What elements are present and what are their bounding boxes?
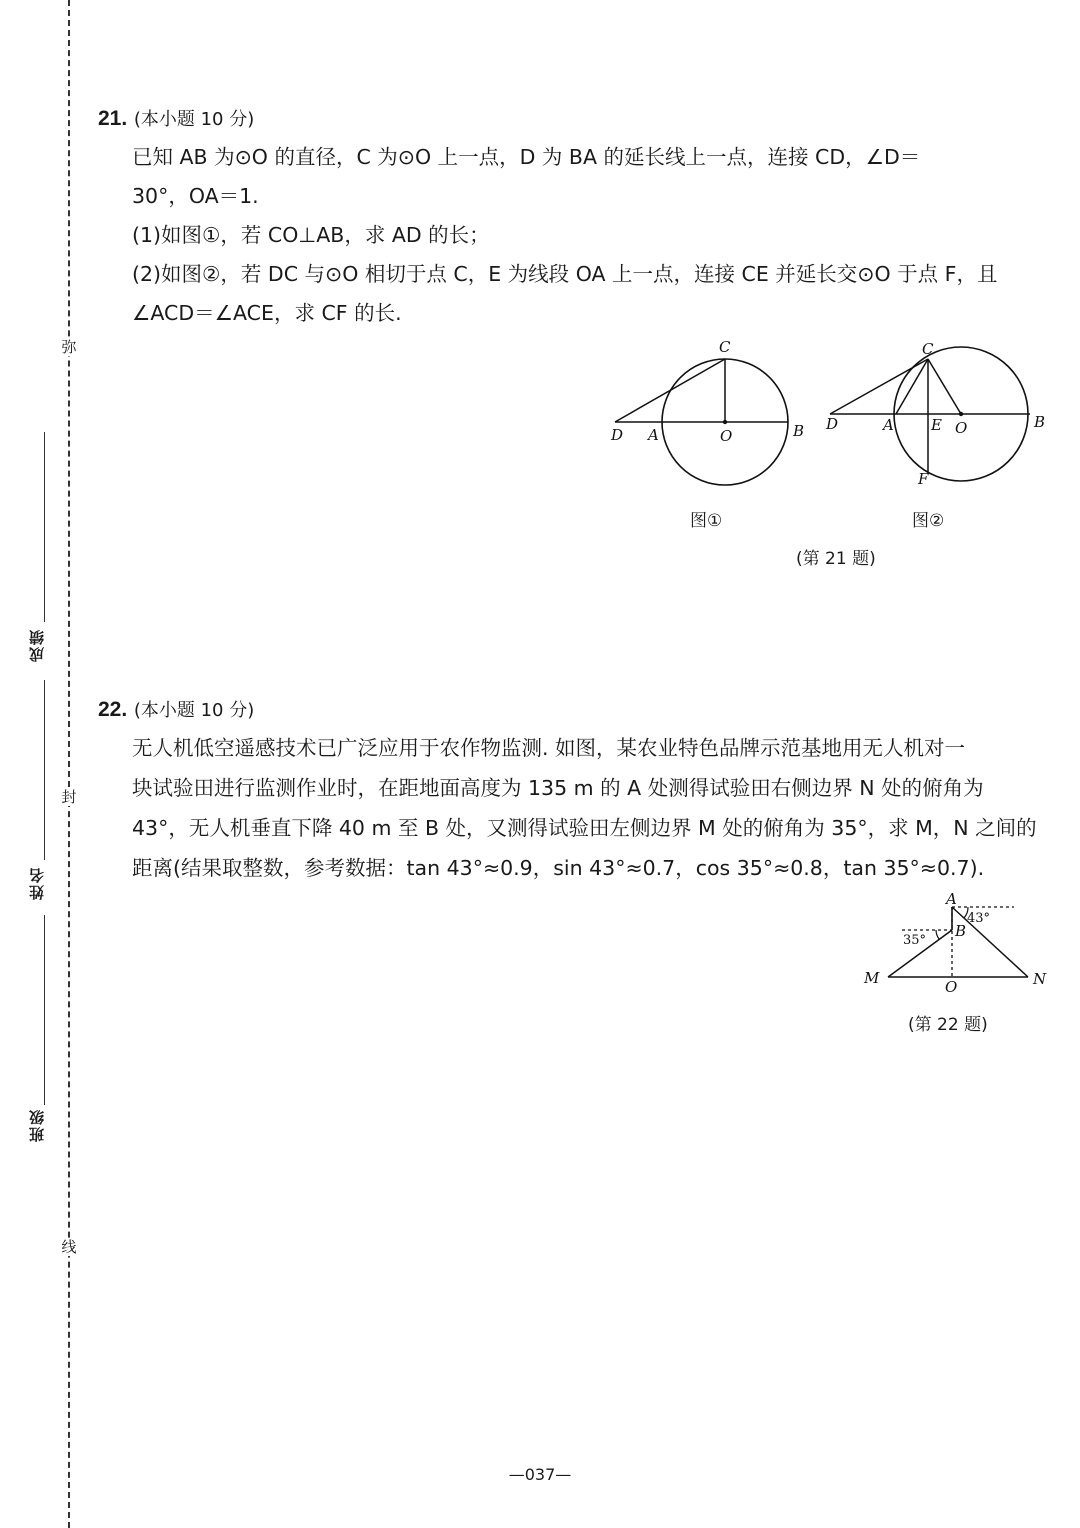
angle-label-35: 35° — [903, 933, 927, 948]
page-number: —037— — [508, 1465, 572, 1484]
seal-char-feng: 封 — [56, 788, 82, 806]
q22-header — [98, 696, 254, 722]
label-a: A — [946, 890, 957, 908]
label-o: O — [720, 427, 733, 445]
label-n: N — [1033, 970, 1047, 988]
q21-fig1-caption: 图① — [690, 511, 723, 531]
line-co — [928, 359, 961, 414]
label-a: A — [648, 426, 659, 444]
label-o: O — [955, 419, 968, 437]
q22-line: 距离(结果取整数，参考数据：tan 43°≈0.9，sin 43°≈0.7，cos 35°≈0.8，tan 35°≈0.7). — [132, 856, 985, 880]
q21-figure-caption: (第 21 题) — [796, 549, 876, 569]
label-a: A — [883, 416, 894, 434]
label-b: B — [793, 422, 805, 440]
q21-fig2-caption: 图② — [912, 511, 945, 531]
binding-dashed-line — [68, 0, 70, 1528]
q22-points: (本小题 10 分) — [133, 700, 255, 721]
name-line-upper — [44, 680, 45, 860]
q22-line: 43°，无人机垂直下降 40 m 至 B 处，又测得试验田左侧边界 M 处的俯角为 35°，求 M，N 之间的 — [132, 816, 1037, 840]
label-c: C — [922, 340, 934, 358]
label-d: D — [826, 415, 839, 433]
q21-figure-2 — [818, 338, 1058, 490]
q22-figure-caption: (第 22 题) — [908, 1015, 988, 1035]
q21-text — [132, 138, 1047, 333]
name-line-lower — [44, 915, 45, 1105]
q21-header — [98, 105, 254, 131]
score-line — [44, 432, 45, 622]
q21-number: 21. — [98, 107, 128, 130]
point-o — [959, 412, 963, 416]
label-f: F — [918, 470, 929, 488]
label-c: C — [719, 338, 731, 356]
label-e: E — [931, 416, 942, 434]
label-b: B — [1034, 413, 1046, 431]
q22-text — [132, 728, 1047, 888]
name-field-label: 姓名 — [26, 866, 52, 900]
q21-points: (本小题 10 分) — [133, 109, 255, 130]
q21-line: 已知 AB 为⊙O 的直径，C 为⊙O 上一点，D 为 BA 的延长线上一点，连接 CD，∠D＝ — [132, 145, 921, 169]
angle-label-43: 43° — [967, 911, 991, 926]
seal-char-mi: 弥 — [56, 338, 82, 356]
q22-figure — [858, 890, 1058, 1000]
q21-line: (2)如图②，若 DC 与⊙O 相切于点 C，E 为线段 OA 上一点，连接 CE 并延长交⊙O 于点 F，且 — [132, 262, 998, 286]
line-dc — [830, 359, 928, 414]
q21-line: 30°，OA＝1. — [132, 184, 259, 208]
score-field-label: 成绩 — [26, 628, 52, 662]
q21-figure-1 — [600, 330, 820, 490]
angle-arc-b — [936, 930, 939, 939]
line-dc — [615, 359, 725, 422]
label-d: D — [611, 426, 624, 444]
q22-line: 块试验田进行监测作业时，在距地面高度为 135 m 的 A 处测得试验田右侧边界 N 处的俯角为 — [132, 776, 984, 800]
q22-number: 22. — [98, 698, 128, 721]
label-o: O — [945, 978, 958, 996]
point-o — [723, 420, 727, 424]
seal-char-xian: 线 — [56, 1238, 82, 1256]
class-field-label: 班级 — [26, 1108, 52, 1142]
q21-line: ∠ACD＝∠ACE，求 CF 的长. — [132, 301, 402, 325]
q21-line: (1)如图①，若 CO⊥AB，求 AD 的长； — [132, 223, 490, 247]
label-m: M — [864, 969, 880, 987]
q22-line: 无人机低空遥感技术已广泛应用于农作物监测. 如图，某农业特色品牌示范基地用无人机对一 — [132, 736, 966, 760]
label-b: B — [955, 922, 967, 940]
